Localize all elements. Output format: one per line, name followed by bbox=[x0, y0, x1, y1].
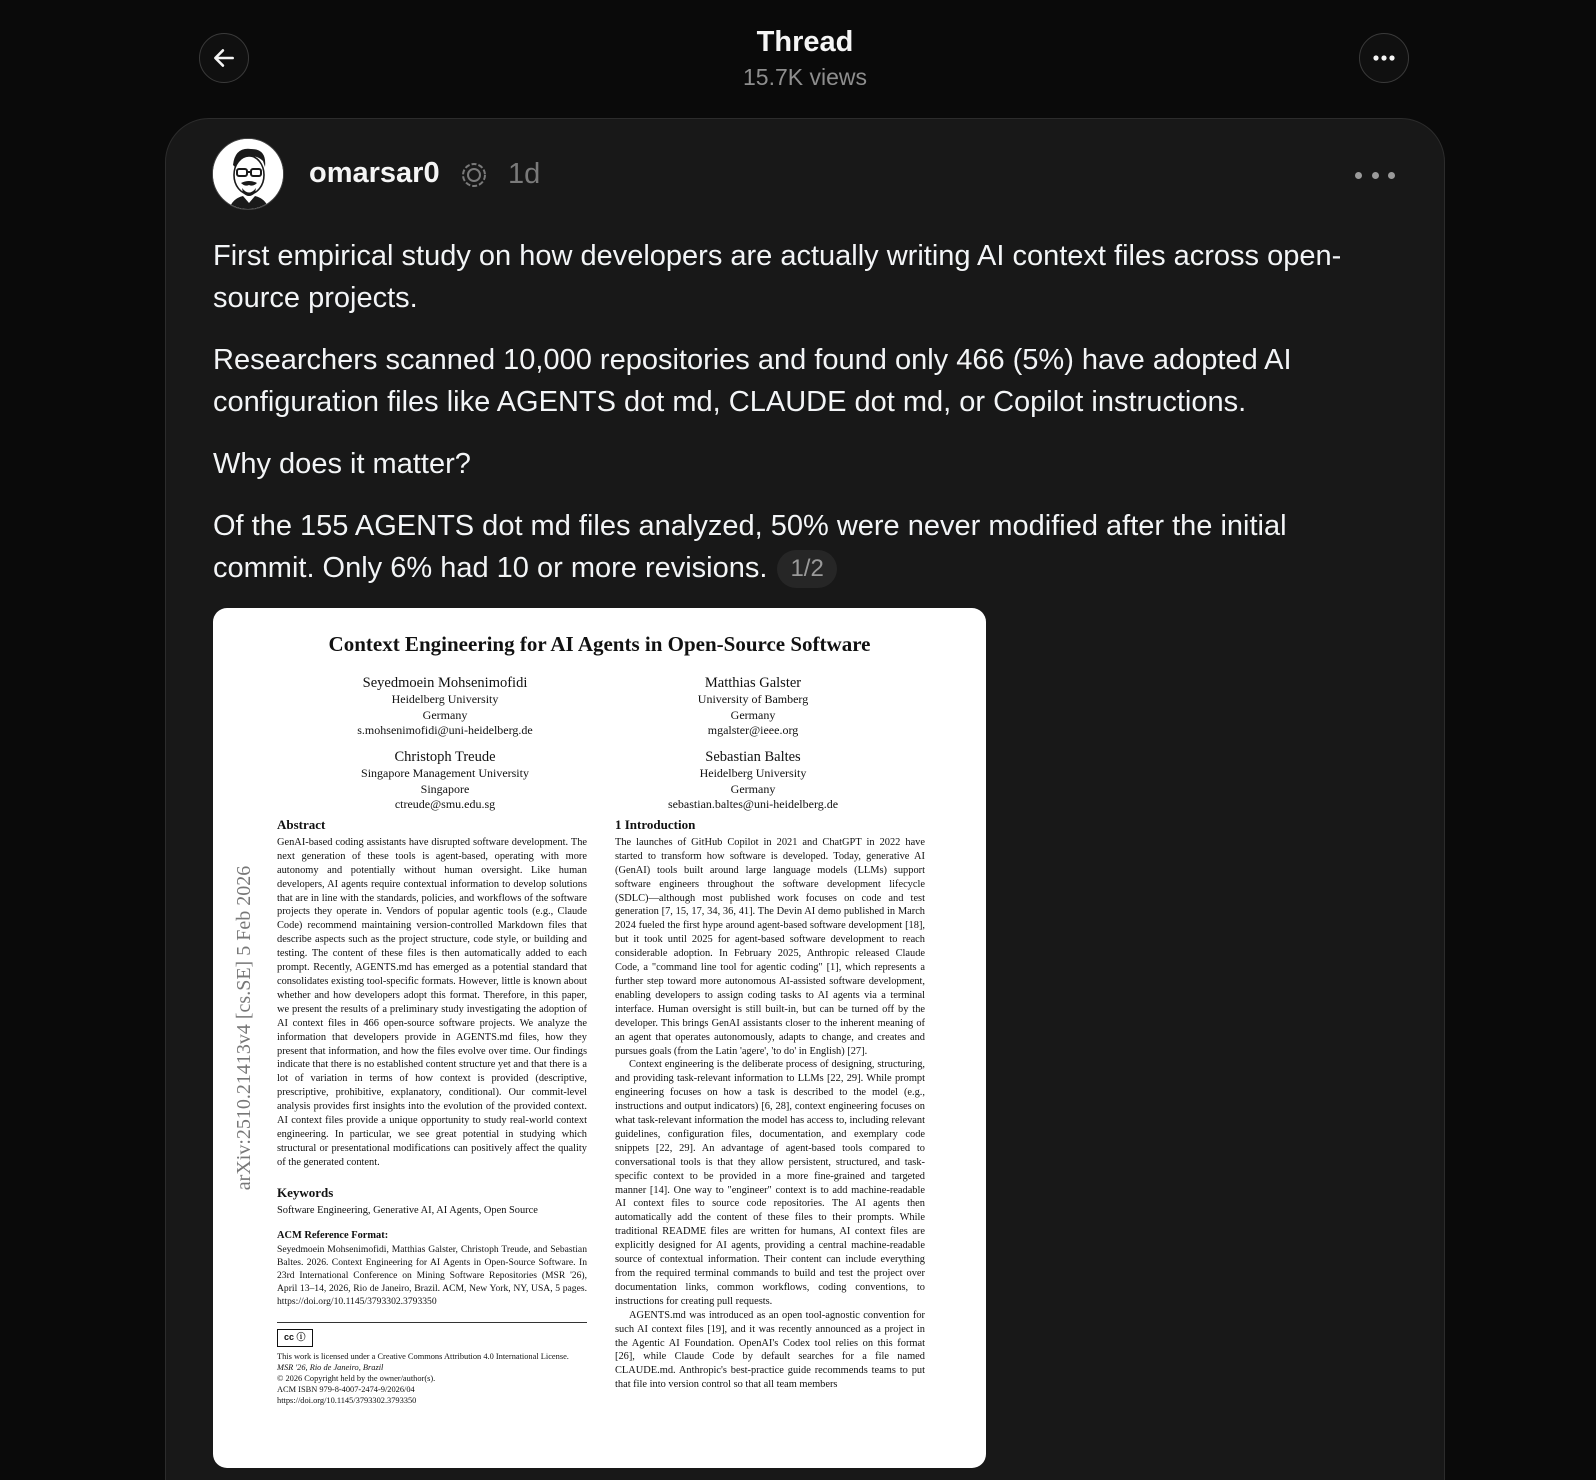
introduction-heading: 1 Introduction bbox=[615, 817, 696, 832]
avatar-illustration bbox=[213, 139, 284, 210]
license-line: https://doi.org/10.1145/3793302.3793350 bbox=[277, 1396, 417, 1406]
username[interactable]: omarsar0 bbox=[309, 157, 440, 189]
license-line: © 2026 Copyright held by the owner/author(s). bbox=[277, 1374, 436, 1384]
ellipsis-icon bbox=[1373, 55, 1395, 61]
dot-icon bbox=[1372, 172, 1379, 179]
avatar[interactable] bbox=[212, 138, 284, 210]
author-affiliation: Heidelberg University bbox=[699, 766, 807, 780]
post-paragraph: First empirical study on how developers are actually writing AI context files across open-source projects. bbox=[213, 240, 1342, 314]
introduction-paragraph: The launches of GitHub Copilot in 2021 and ChatGPT in 2022 have started to transform how software is developed. Today, generative AI (GenAI) tools built around large language models (LLMs) support software engineers throughout the software development lifecycle (SDLC)—although most published work focuses on code and test generation [7, 15, 17, 34, 36, 41]. The Devin AI demo published in March 2024 fueled the first hype around agent-based software development [18], but it took until 2025 for agent-based software development to reach considerable adoption. In February 2025, Anthropic released Claude Code, a "command line tool for agentic coding" [1], which represents a further step toward more autonomous AI-assisted software development, enabling developers to assign coding tasks to AI agents via a terminal interface. Human oversight is still built-in, but can be turned off by the developer. This brings GenAI assistants closer to the inherent meaning of an agent that operates autonomously, adapts to change, and creates and pursues goals (from the Latin 'agere', 'to do' in English) [27]. bbox=[615, 836, 925, 1057]
cc-license-badge: cc ⓘ bbox=[277, 1329, 313, 1347]
post-timestamp[interactable]: 1d bbox=[508, 158, 541, 190]
author-country: Germany bbox=[730, 781, 776, 796]
dot-icon bbox=[1355, 172, 1362, 179]
author-name: Matthias Galster bbox=[704, 675, 802, 691]
paper-title: Context Engineering for AI Agents in Open-Source Software bbox=[328, 632, 871, 656]
post-paragraph-text: Of the 155 AGENTS dot md files analyzed, 50% were never modified after the initial commit. Only 6% had 10 or more revisions. bbox=[213, 510, 1287, 584]
author-affiliation: Heidelberg University bbox=[391, 692, 499, 706]
paper-author bbox=[295, 674, 595, 739]
author-email: mgalster@ieee.org bbox=[707, 723, 799, 737]
page-title: Thread bbox=[756, 26, 854, 58]
post-options-button[interactable] bbox=[1355, 164, 1395, 186]
author-affiliation: Singapore Management University bbox=[361, 766, 529, 780]
author-affiliation: University of Bamberg bbox=[697, 692, 809, 706]
author-country: Germany bbox=[422, 707, 468, 722]
introduction-paragraph: AGENTS.md was introduced as an open tool-agnostic convention for such AI context files [19], and it was recently announced as a project in the Agentic AI Foundation. OpenAI's Codex tool relies on this format [26], while Claude Code by default searches for a file named CLAUDE.md. Anthropic's best-practice guide recommends teams to put that file into version control so that all team members bbox=[615, 1309, 925, 1391]
divider bbox=[277, 1322, 587, 1323]
thread-pager: 1/2 bbox=[777, 550, 836, 588]
paper-right-column bbox=[615, 818, 925, 1392]
author-country: Germany bbox=[730, 707, 776, 722]
paper-left-column bbox=[277, 818, 587, 1406]
post-body bbox=[213, 235, 1373, 609]
abstract-text: GenAI-based coding assistants have disrupted software development. The next generation of these tools is agent-based, operating with more autonomy and potentially without human oversight. Like human developers, AI agents require contextual information to develop solutions that are in line with the standards, policies, and workflows of the software projects they operate in. Vendors of popular agentic tools (e.g., Claude Code) recommend maintaining version-controlled Markdown files that describe aspects such as the project structure, code style, or building and testing. The content of these files is then automatically added to each prompt. Recently, AGENTS.md has emerged as a potential standard that consolidates existing tool-specific formats. However, little is known about whether and how developers adopt this format. Therefore, in this paper, we present the results of a preliminary study investigating the adoption of AI context files in 466 open-source software projects. We analyze the information that developers provide in AGENTS.md files, how they present that information, and how the files evolve over time. Our findings indicate that there is no established content structure yet and that there is a lot of variation in terms of how context is provided (descriptive, prescriptive, prohibitive, explanatory, conditional). Our commit-level analysis provides first insights into the evolution of the provided context. AI context files provide a unique opportunity to study real-world context engineering. In particular, we see great potential in studying which structural or presentational modifications can positively affect the quality of the generated content. bbox=[277, 836, 587, 1168]
license-line: This work is licensed under a Creative Commons Attribution 4.0 International License. bbox=[277, 1352, 569, 1362]
author-email: s.mohsenimofidi@uni-heidelberg.de bbox=[357, 723, 533, 737]
keywords-text: Software Engineering, Generative AI, AI Agents, Open Source bbox=[277, 1204, 538, 1216]
author-name: Christoph Treude bbox=[394, 749, 496, 765]
license-line: MSR '26, Rio de Janeiro, Brazil bbox=[277, 1363, 384, 1373]
post-paragraph: Researchers scanned 10,000 repositories and found only 466 (5%) have adopted AI configuration files like AGENTS dot md, CLAUDE dot md, or Copilot instructions. bbox=[213, 344, 1292, 418]
post-paragraph: Why does it matter? bbox=[213, 448, 471, 480]
license-block bbox=[277, 1351, 587, 1406]
verified-badge-icon bbox=[460, 161, 488, 189]
acm-reference-text: Seyedmoein Mohsenimofidi, Matthias Galster, Christoph Treude, and Sebastian Baltes. 2026. Context Engineering for AI Agents in Open-Source Software. In 23rd International Conference on Mining Software Repositories (MSR '26), April 13–14, 2026, Rio de Janeiro, Brazil. ACM, New York, NY, USA, 5 pages. https://doi.org/10.1145/3793302.3793350 bbox=[277, 1244, 587, 1308]
thread-header bbox=[0, 0, 1596, 116]
author-name: Sebastian Baltes bbox=[705, 749, 801, 765]
post-paragraph-last bbox=[213, 505, 1373, 589]
view-count: 15.7K views bbox=[742, 64, 867, 90]
paper-author bbox=[295, 748, 595, 813]
license-line: ACM ISBN 979-8-4007-2474-9/2026/04 bbox=[277, 1385, 415, 1395]
paper-image[interactable] bbox=[213, 608, 986, 1468]
author-email: sebastian.baltes@uni-heidelberg.de bbox=[667, 797, 839, 811]
introduction-paragraph: Context engineering is the deliberate process of designing, structuring, and providing task-relevant information to LLMs [22, 29]. While prompt engineering focuses on how a task is described to the model (e.g., instructions and output indicators) [6, 28], context engineering focuses on what task-relevant information the model has access to, including relevant guidelines, configuration files, documentation, and exemplary code snippets [22, 29]. An advantage of agent-based tools compared to conversational tools is that they allow persistent, structured, and task-specific context to be provided in a more fine-grained and targeted manner [14]. One way to "engineer" context is to add machine-readable AI context files to source code repositories. The AI agents then automatically add the content of these files to their prompts. While traditional README files are written for humans, AI context files are explicitly designed for AI agents, providing a central machine-readable source of contextual information. Their content can include everything from the required terminal commands to build and test the project over documentation links, common workflows, coding conventions, to instructions for creating pull requests. bbox=[615, 1059, 925, 1307]
author-name: Seyedmoein Mohsenimofidi bbox=[362, 675, 528, 691]
acm-reference-heading: ACM Reference Format: bbox=[277, 1230, 389, 1242]
keywords-heading: Keywords bbox=[277, 1184, 334, 1200]
paper-author bbox=[603, 748, 903, 813]
author-email: ctreude@smu.edu.sg bbox=[394, 797, 496, 811]
thread-options-button[interactable] bbox=[1359, 33, 1409, 83]
abstract-heading: Abstract bbox=[277, 817, 326, 832]
author-country: Singapore bbox=[420, 781, 470, 796]
arxiv-identifier: arXiv:2510.21413v4 [cs.SE] 5 Feb 2026 bbox=[233, 865, 255, 1191]
dot-icon bbox=[1388, 172, 1395, 179]
paper-author bbox=[603, 674, 903, 739]
